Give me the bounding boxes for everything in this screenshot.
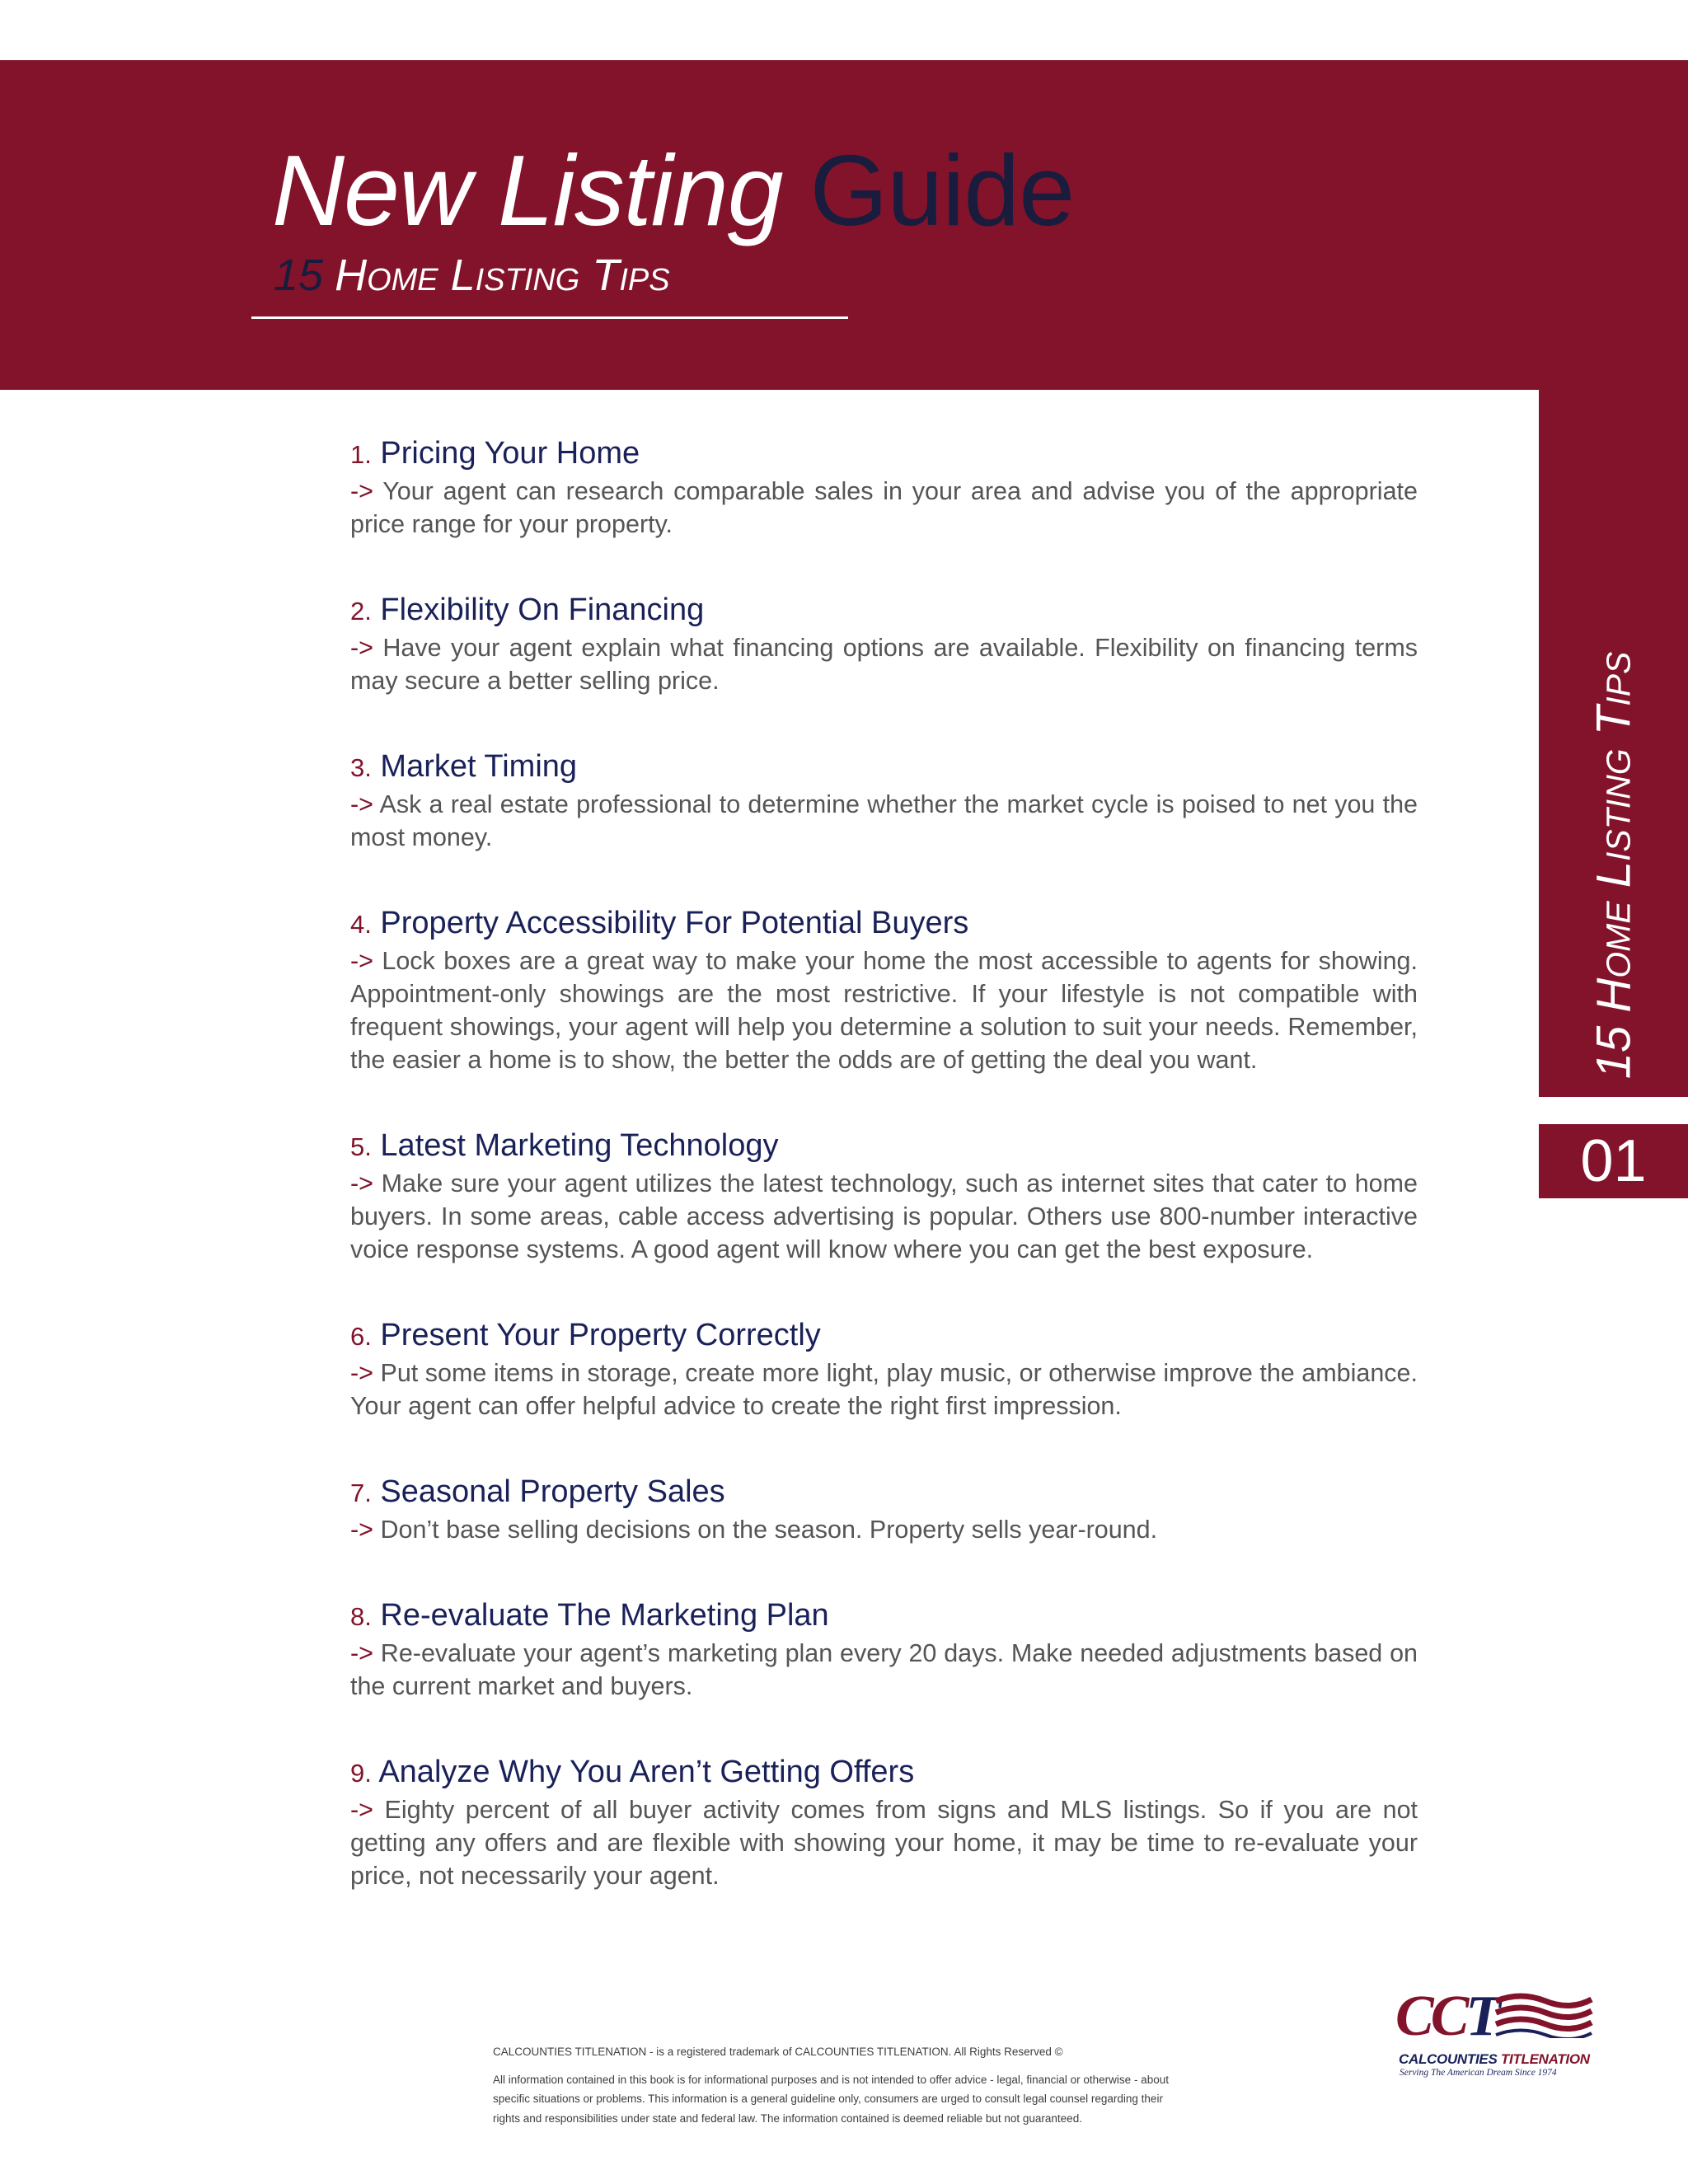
tip-body [350, 788, 1418, 854]
tip-heading [350, 903, 1418, 944]
list-item [350, 1315, 1418, 1422]
tip-body [350, 1637, 1418, 1703]
tip-heading [350, 1596, 1418, 1637]
tip-number: 3. [350, 753, 372, 782]
logo-tagline: Serving The American Dream Since 1974 [1400, 2068, 1557, 2078]
tip-heading [350, 1752, 1418, 1793]
tip-heading [350, 1315, 1418, 1357]
tip-body [350, 944, 1418, 1076]
list-item [350, 747, 1418, 854]
arrow-icon: -> [350, 1796, 373, 1824]
list-item [350, 1752, 1418, 1892]
tip-title: Market Timing [380, 749, 578, 784]
tip-number: 7. [350, 1479, 372, 1507]
tip-body [350, 631, 1418, 697]
logo-mark [1395, 1985, 1498, 2048]
tip-title: Present Your Property Correctly [380, 1318, 821, 1352]
tip-text: Your agent can research comparable sales in your area and advise you of the appropriate price range for your property. [350, 477, 1418, 538]
tip-title: Property Accessibility For Potential Buyers [380, 906, 969, 940]
tip-number: 8. [350, 1602, 372, 1631]
tip-title: Seasonal Property Sales [380, 1474, 725, 1509]
page-number: 01 [1539, 1124, 1688, 1198]
tips-list [350, 434, 1418, 1942]
tip-text: Put some items in storage, create more light, play music, or otherwise improve the ambiance. Your agent can offer helpful advice to create the right first impression. [350, 1359, 1418, 1420]
list-item [350, 434, 1418, 541]
arrow-icon: -> [350, 1516, 373, 1544]
tip-heading [350, 747, 1418, 788]
tip-heading [350, 1472, 1418, 1513]
logo-mark-t: T [1465, 1985, 1498, 2048]
page-title [272, 134, 1075, 246]
side-tab-label: 15 Home Listing Tips [1587, 651, 1641, 1080]
arrow-icon: -> [350, 1359, 373, 1387]
tip-text: Have your agent explain what financing options are available. Flexibility on financing terms may secure a better selling price. [350, 634, 1418, 695]
tip-body [350, 475, 1418, 541]
tip-title: Latest Marketing Technology [380, 1128, 779, 1163]
page-title-part1: New Listing [272, 134, 783, 246]
tip-text: Don’t base selling decisions on the season. Property sells year-round. [380, 1516, 1158, 1544]
tip-text: Re-evaluate your agent’s marketing plan every 20 days. Make needed adjustments based on the current market and buyers. [350, 1639, 1418, 1700]
tip-heading [350, 434, 1418, 475]
tip-number: 6. [350, 1322, 372, 1351]
tip-text: Eighty percent of all buyer activity comes from signs and MLS listings. So if you are not getting any offers and are flexible with showing your home, it may be time to re-evaluate your price, not necessarily your agent. [350, 1796, 1418, 1890]
tip-number: 9. [350, 1759, 372, 1788]
arrow-icon: -> [350, 477, 373, 505]
logo-name-part1: CALCOUNTIES [1399, 2051, 1498, 2067]
tip-body [350, 1167, 1418, 1266]
tip-body [350, 1513, 1418, 1546]
list-item [350, 590, 1418, 697]
logo-name [1399, 2051, 1590, 2068]
tip-title: Flexibility On Financing [380, 593, 705, 627]
arrow-icon: -> [350, 1639, 373, 1667]
page-subtitle [274, 253, 670, 298]
arrow-icon: -> [350, 634, 373, 662]
arrow-icon: -> [350, 1169, 373, 1197]
tip-number: 1. [350, 440, 372, 469]
tip-text: Ask a real estate professional to determine whether the market cycle is poised to net you the most money. [350, 790, 1418, 851]
tip-title: Pricing Your Home [380, 436, 640, 471]
tip-text: Lock boxes are a great way to make your home the most accessible to agents for showing. Appointment-only showings are the most restrictive. If your lifestyle is not compatible with frequent showings, your agent will help you determine a solution to suit your needs. Remember, the easier a home is to show, the better the odds are of getting the deal you want. [350, 947, 1418, 1074]
tip-text: Make sure your agent utilizes the latest technology, such as internet sites that cater to home buyers. In some areas, cable access advertising is popular. Others use 800-number interactive voice response systems. A good agent will know where you can get the best exposure. [350, 1169, 1418, 1263]
company-logo [1395, 1985, 1606, 2079]
page-title-part2: Guide [809, 134, 1075, 246]
tip-number: 5. [350, 1132, 372, 1161]
title-underline [251, 316, 848, 319]
tip-number: 2. [350, 597, 372, 626]
footer-trademark: CALCOUNTIES TITLENATION - is a registered trademark of CALCOUNTIES TITLENATION. All Rights Reserved © [493, 2046, 1063, 2058]
subtitle-text: Home Listing Tips [335, 251, 670, 300]
logo-name-part2: TITLENATION [1500, 2051, 1590, 2067]
flag-waves-icon [1493, 1993, 1593, 2038]
tip-heading [350, 590, 1418, 631]
arrow-icon: -> [350, 947, 373, 975]
tip-heading [350, 1126, 1418, 1167]
footer-disclaimer: All information contained in this book is for informational purposes and is not intended to offer advice - legal, financial or otherwise - about specific situations or problems. This information is a general guideline only, consumers are urged to consult legal counsel regarding their rights and responsibilities under state and federal law. The information contained is deemed reliable but not guaranteed. [493, 2073, 1169, 2125]
list-item [350, 1126, 1418, 1266]
tip-body [350, 1793, 1418, 1892]
tip-number: 4. [350, 910, 372, 939]
subtitle-number: 15 [274, 251, 324, 300]
tip-title: Re-evaluate The Marketing Plan [380, 1598, 829, 1633]
arrow-icon: -> [350, 790, 373, 818]
list-item [350, 903, 1418, 1076]
list-item [350, 1596, 1418, 1703]
tip-body [350, 1357, 1418, 1422]
list-item [350, 1472, 1418, 1546]
footer [493, 2042, 1185, 2128]
tip-title: Analyze Why You Aren’t Getting Offers [378, 1755, 915, 1789]
logo-mark-cc: CC [1395, 1985, 1466, 2048]
